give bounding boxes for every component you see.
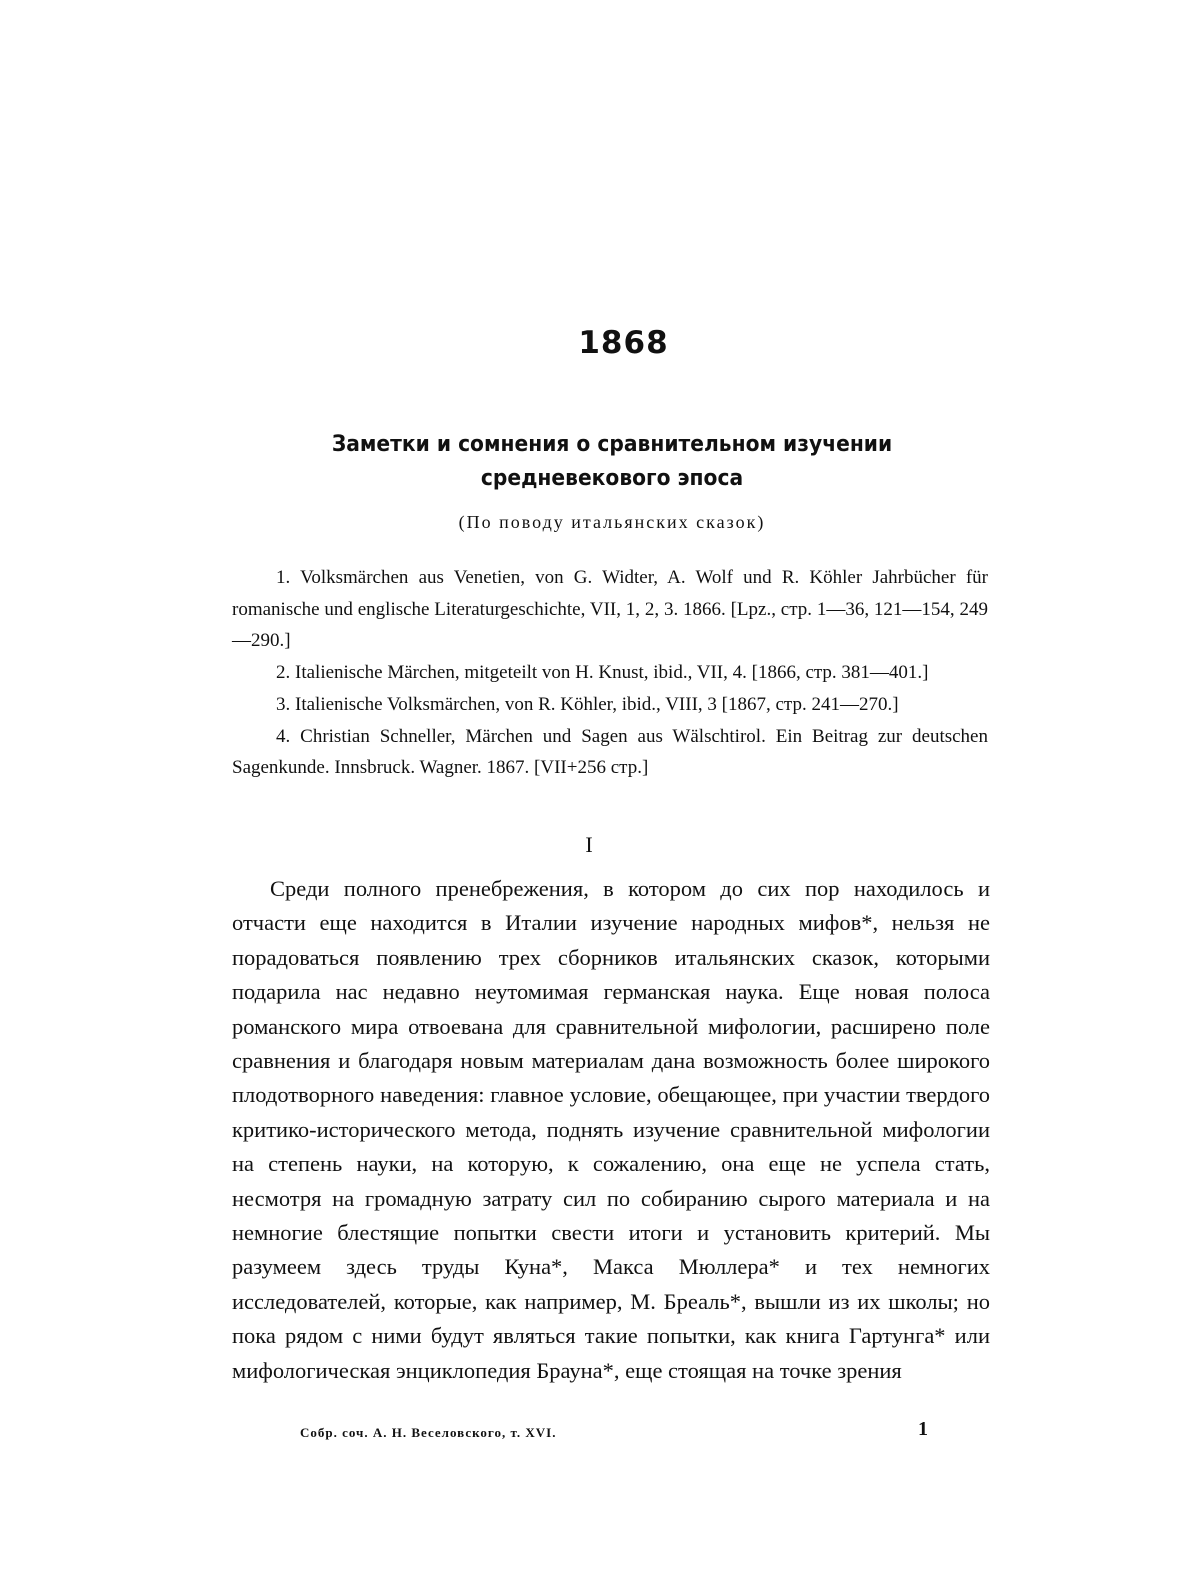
bibliography-entry: 2. Italienische Märchen, mitgeteilt von H. Knust, ibid., VII, 4. [1866, стр. 381—401.] <box>276 662 929 684</box>
page-number: 1 <box>918 1418 928 1440</box>
body-paragraph: Среди полного пренебрежения, в котором до сих пор находилось и отчасти еще находится в Италии изучение народных мифов*, нельзя не порадоваться появлению трех сборников итальянских сказок, которыми подарила нас недавно неутомимая германская наука. Еще новая полоса романского мира отвоевана для сравнительной мифологии, расширено поле сравнения и благодаря новым материалам дана возможность более широкого плодотворного наведения: главное условие, обещающее, при участии твердого критико-исторического метода, поднять изучение сравнительной мифологии на степень науки, на которую, к сожалению, она еще не успела стать, несмотря на громадную затрату сил по собиранию сырого материала и на немногие блестящие попытки свести итоги и установить критерий. Мы разумеем здесь труды Куна*, Макса Мюллера* и тех немногих исследователей, которые, как например, М. Бреаль*, вышли из их школы; но пока рядом с ними будут являться такие попытки, как книга Гартунга* или мифологическая энциклопедия Брауна*, еще стоящая на точке зрения <box>232 876 990 1383</box>
footer-signature: Собр. соч. А. Н. Веселовского, т. XVI. <box>300 1425 557 1440</box>
article-title: Заметки и сомнения о сравнительном изучении средневекового эпоса <box>331 432 893 491</box>
bibliography-entry: 3. Italienische Volksmärchen, von R. Köhler, ibid., VIII, 3 [1867, стр. 241—270.] <box>276 693 899 715</box>
article-subtitle: (По поводу итальянских сказок) <box>458 512 766 532</box>
bibliography-list <box>232 562 988 784</box>
bibliography-entry: 1. Volksmärchen aus Venetien, von G. Widter, A. Wolf und R. Köhler Jahrbücher für romanische und englische Literaturgeschichte, VII, 1, 2, 3. 1866. [Lpz., стр. 1—36, 121—154, 249—290.] <box>232 567 988 652</box>
year-heading: 1868 <box>578 325 669 361</box>
bibliography-entry: 4. Christian Schneller, Märchen und Sagen aus Wälschtirol. Ein Beitrag zur deutschen Sagenkunde. Innsbruck. Wagner. 1867. [VII+256 стр.] <box>232 725 988 779</box>
section-number: I <box>585 832 593 857</box>
